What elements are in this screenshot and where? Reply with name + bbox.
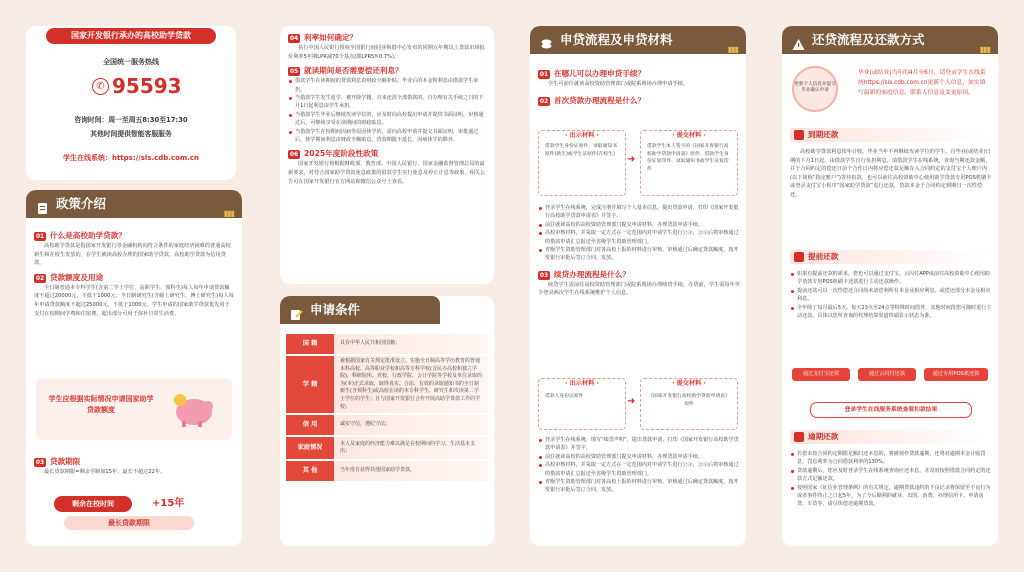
website-link[interactable]: 学生在线系统：https://sls.cdb.com.cn [62, 154, 200, 162]
s1-text: 高校助学贷款是指国家开发银行等金融机构向符合条件的家庭经济困难的普通高校新生和在校生发放的，在学生就读高校办理的国家助学贷款，高校助学贷款为信用贷款。 [34, 243, 231, 267]
hours-line-2: 其他时间提供智能客服服务 [90, 130, 172, 138]
box-text: 借款学生本人签字的《国家开发银行高校助学贷款申请表》原件、借款学生身份证复印件、录取通知书或学生证复印件 [647, 144, 729, 172]
clock-icon [794, 252, 804, 262]
s1-title: 01 什么是高校助学贷款？ [35, 231, 126, 240]
req-value: 本人及家庭的经济能力难以满足在校期间的学习、生活基本支出； [334, 437, 488, 459]
alipay-repay-button[interactable]: 通过支付宝还款 [792, 368, 850, 381]
list-item: 登录学生在线系统，填写“续贷声明”，提出贷款申请，打印《国家开发银行高校助学贷款申请表》并签字。 [538, 436, 740, 453]
policy-panel [26, 190, 242, 546]
formula-bottom: 最长贷款期限 [64, 516, 194, 530]
list-item: 借款学生在读期间的贷款利息由财政全额补贴，毕业后的本金和利息由借款学生承担。 [288, 77, 488, 94]
s6-title: 06 2025年度阶段性政策 [289, 149, 379, 159]
due-subhead: 到期还款 [790, 128, 990, 142]
list-item: 高校审核材料，并采取一定方式在一定范围内对申请学生进行公示，公示后将审核通过的借款申请汇总报送至省级学生资助管理部门。 [538, 229, 740, 246]
table-row [286, 415, 488, 435]
early-subhead: 提前还款 [790, 250, 990, 264]
s3-title: 03 贷款期限 [35, 457, 81, 466]
s3-text: 最长贷款期限=剩余学制加15年，最长不超过22年。 [44, 469, 166, 475]
req-key: 国 籍 [286, 334, 334, 354]
list-item: 当借款学生发生退学、被开除学籍，且未还清全部借款的，自办理有关手续之日的下月1日起利息由学生承担。 [288, 94, 488, 111]
req-key: 信 用 [286, 415, 334, 435]
box-text: 借款人身份证原件 [545, 394, 584, 399]
list-item: 当借款学生毕业后继续攻读学位的，应及时向高校提出申请并提供书面证明，审核通过后，可继续享受在读期间的财政贴息。 [288, 111, 488, 128]
table-row [286, 356, 488, 413]
q1-title: 01 在哪儿可以办理申贷手续？ [539, 69, 646, 78]
callout-text: 学生应根据实际情况申请国家助学贷款额度 [48, 395, 154, 414]
requirements-header [280, 296, 440, 324]
list-item: 高校审核材料，并采取一定方式在一定范围内对申请学生进行公示，公示后将审核通过的借款申请汇总报送至省级学生资助管理部门。 [538, 461, 740, 478]
term-formula [54, 496, 214, 536]
s4-title: 04 利率如何确定？ [289, 33, 358, 42]
list-item: 按照国家《征信业管理条例》的有关规定，逾期贷款违约的不良记录将保留至不良行为或者事件终止之日起5年，为了今后顺利的就业、出国、消费、办理信用卡、申请房贷、车贷等，请尽快偿还逾期贷款。 [790, 484, 992, 509]
hotline-card [26, 26, 236, 180]
s2-title: 02 贷款额度及用途 [35, 272, 104, 282]
decor-dots: ▮▮▮ [223, 209, 234, 218]
table-row [286, 461, 488, 481]
apply-title: 申贷流程及申贷材料 [560, 32, 673, 47]
decor-dots: ▮▮▮ [979, 45, 990, 54]
s4-text: 执行中国人民银行授权全国银行间同业拆借中心发布的同期五年期以上贷款市场报价利率5年期LPR减70个基点(即LPR5Y-0.7%)。 [288, 45, 485, 60]
list-item: 贷款逾期后，您应及时登录学生在线系统查询应还本息，并及时按照借款合同约定的还款方式足额还款。 [790, 467, 992, 484]
repay-title: 还贷流程及还款方式 [812, 32, 925, 47]
s5-bullets [288, 77, 488, 144]
interest-panel [280, 26, 494, 284]
list-item: 前往就读高校的高校资助管理部门提交申请材料，办理贷款申请手续。 [538, 221, 740, 229]
hotline-label: 全国统一服务热线 [103, 58, 159, 66]
piggy-bank-icon [168, 390, 218, 434]
hotline-number[interactable]: 95593 [112, 74, 182, 98]
repay-panel [782, 26, 998, 546]
list-item: 全年除了每月最后5天、每天23点至24点等特殊时间段外，其他时间段您可随时进行主动还款。具体以您所查询的代理结算渠道终端显示状态为准。 [790, 304, 992, 321]
q2-title: 02 首次贷款办理流程是什么？ [539, 95, 646, 105]
materials-box-2 [538, 378, 626, 430]
policy-header [26, 190, 242, 218]
box-title: · 提交材料 · [672, 380, 706, 387]
due-text: 高校助学贷款利息按年计收，毕业当年不再继续攻读学位的学生，自毕业(或结业)日期的下月1日起，由借款学生自行负担利息。请借款学生在线系统，查询当期还款金额，并于合同约定的偿还日前个合作日内将应偿还款足额存入合同约定的支付宝个人账户内(以下简称“指定账户”)等待扣款，也可以前往高校资助中心使用助学贷款专用POS机刷卡或登录支付宝小程序“国家助学贷款”进行还款，贷款本金于合同约定到期日一次性偿还。 [790, 149, 992, 198]
list-item: 登录学生在线系统，完成注册并填写个人基本信息，提出贷款申请，打印《国家开发银行高校助学贷款申请表》并签字。 [538, 204, 740, 221]
s6-text: 国家开发银行将根据财政部、教育部、中国人民银行、国家金融监督管理总局的最新要求，对符合国家助学贷款免息政策的借款学生实行免息及停止计息等政策，相关公告可在国家开发银行官方网站和微信公众号上查看。 [288, 161, 486, 185]
amount-callout [36, 378, 232, 440]
q1-text: 学生可前往就读高校资助管理部门或院系现场办理申请手续。 [548, 81, 689, 87]
table-row [286, 334, 488, 354]
materials-box [538, 130, 626, 196]
s5-title: 05 就读期间是否需要偿还利息？ [289, 66, 403, 76]
policy-title: 政策介绍 [56, 196, 107, 211]
decor-dots: ▮▮▮ [727, 45, 738, 54]
hours-line-1: 咨询时间：周一至周五8:30至17:30 [74, 116, 188, 124]
list-item: 省级学生资助管理部门对各高校上报的材料进行审核，审核通过后确定贷款额度，按开发银行审批后签订合同，发放。 [538, 478, 740, 495]
req-value: 被根据国家有关规定批准设立、实施全日制高等学历教育的普通本科高校、高等职业学校和高等专科学校(含民办高校和独立学院)，科研院所、党校、行政学院、会计学院等学校及单位录取的为(本)正式录取，取得真实、合法、有效的录取通知书的全日制新生(含预科生)或高校在读的本专科学生、研究生和攻读第二学士学位的学生；且与国家开发银行合作开展高助学贷款工作的学校； [334, 356, 488, 413]
req-key: 学 籍 [286, 356, 334, 413]
box-text: 借款学生身份证原件、录取通知书原件(新生)或学生证原件(在校生) [545, 144, 617, 157]
formula-right: +15年 [152, 498, 185, 509]
apply-panel [530, 26, 746, 546]
requirements-table [286, 332, 488, 483]
apply-header [530, 26, 746, 54]
document-icon [36, 197, 49, 210]
req-value: 当年没有获得其他国家助学贷款。 [334, 461, 488, 481]
box-title: · 提交材料 · [672, 132, 706, 139]
intro-text: 毕业(或结业)当年的4月至6月，请登录学生在线系统https://sls.cdb.com.cn更新个人信息，如实填写最新的家庭信息、联系人信息及变更原因。 [858, 70, 986, 96]
calendar-icon [794, 130, 804, 140]
box-title: · 出示材料 · [565, 132, 599, 139]
overdue-subhead: 逾期还款 [790, 430, 990, 444]
list-item: 前往就读高校的高校资助管理部门提交申请材料，办理贷款申请手续。 [538, 453, 740, 461]
s2-text: 全日制普通本专科学生(含第二学士学位、高职学生、预科生)每人每年申请贷款额度不超过20000元，不低于1000元；全日制研究生(含硕士研究生、博士研究生)每人每年申请贷款额度不超过25000元，不低于1000元。学生申请的国家助学贷款优先用于支付在校期间学费和住宿费，超出部分可用于弥补日常生活费。 [34, 284, 234, 317]
requirements-panel [280, 296, 494, 546]
req-value: 诚实守信，遵纪守法； [334, 415, 488, 435]
update-info-pill: 更新个人信息并提交毕业确认申请 [792, 66, 838, 112]
coins-icon [540, 33, 553, 46]
req-key: 家庭情况 [286, 437, 334, 459]
req-value: 具有中华人民共和国国籍； [334, 334, 488, 354]
formula-left: 剩余在校时间 [54, 496, 132, 512]
query-result-button[interactable]: 登录学生在线服务系统查看扣款结果 [810, 402, 972, 418]
list-item: 省级学生资助管理部门对各高校上报的材料进行审核，审核通过后确定贷款额度，按开发银行审批后签订合同，发放。 [538, 246, 740, 263]
box-text: 《国家开发银行高校助学贷款申请表》原件 [648, 394, 730, 407]
q3-text: 续贷学生需前往高校资助管理部门或院系现场办理续贷手续，办贷前，学生需每年至少登录两次学生在线系统维护个人信息。 [538, 281, 740, 297]
submit-box [640, 130, 738, 196]
pos-repay-button[interactable]: 通过专用POS机还款 [924, 368, 988, 381]
warning-icon [792, 33, 805, 46]
arrow-icon: ➜ [627, 154, 636, 165]
alert-icon [794, 432, 804, 442]
list-item: 提前还款可以一次性偿还合同尚未清偿利所有本金及相应利息，或偿还部分本金及相应利息。 [790, 287, 992, 304]
phone-icon: ✆ [92, 78, 109, 95]
submit-box-2 [640, 378, 738, 430]
unionpay-repay-button[interactable]: 通过云闪付还款 [858, 368, 916, 381]
table-row [286, 437, 488, 459]
edit-icon [290, 303, 303, 316]
req-key: 其 他 [286, 461, 334, 481]
box-title: · 出示材料 · [565, 380, 599, 387]
q3-title: 03 续贷办理流程是什么？ [539, 269, 630, 279]
arrow-icon: ➜ [627, 396, 636, 407]
list-item: 若您未按合同约定期限足额归还本息的，将被视作贷款逾期，还将对逾期本金计收罚息，罚息利率为合同借款利率的130%。 [790, 450, 992, 467]
requirements-title: 申请条件 [310, 302, 361, 317]
list-item: 如果有提前还款的需求，您也可以通过支付宝、云闪付APP或前往高校资助中心使用助学贷款专用POS机刷卡还款进行主动还款操作。 [790, 270, 992, 287]
list-item: 当借款学生在校期间因病等原因休学的，需向高校申请并提交书面证明，审批通过后，休学期间利息由财政全额贴息，贷款期限不延长，因病休学的除外。 [288, 128, 488, 145]
banner: 国家开发银行承办的高校助学贷款 [46, 28, 216, 44]
repay-header [782, 26, 998, 54]
